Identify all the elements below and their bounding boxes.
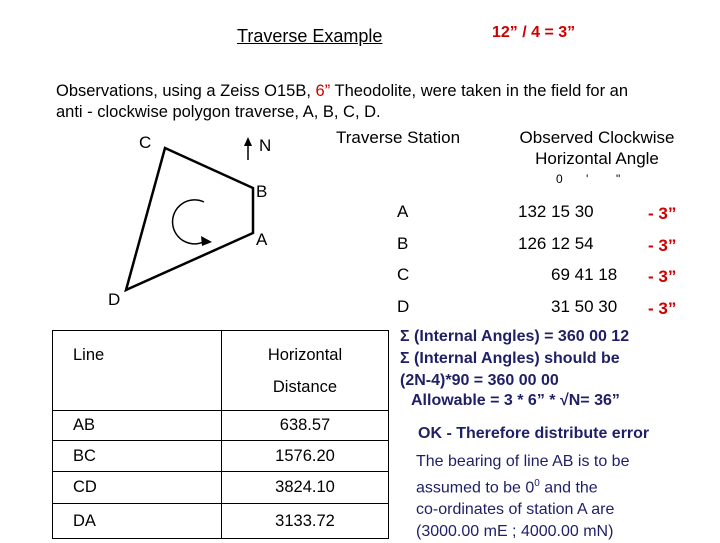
station-a: A	[397, 202, 409, 221]
observations-pre: Observations, using a Zeiss O15B,	[56, 82, 316, 100]
observed-angle-header	[497, 127, 697, 169]
bearing-line2-post: and the	[539, 479, 598, 497]
unit-degrees: 0	[556, 172, 563, 186]
unit-seconds: "	[616, 172, 621, 186]
traverse-station-header: Traverse Station	[336, 128, 461, 147]
bearing-degree-sup: 0	[534, 478, 540, 489]
distance-table-header	[53, 331, 389, 411]
summary-line3: (2N-4)*90 = 360 00 00	[400, 372, 559, 389]
north-label: N	[259, 136, 272, 155]
theodolite-accuracy: 6”	[315, 82, 331, 100]
distance-cell: 3824.10	[222, 472, 389, 504]
observed-angle-header-line2: Horizontal Angle	[535, 149, 659, 168]
bearing-line1: The bearing of line AB is to be	[416, 453, 630, 470]
angle-units-row	[556, 172, 646, 186]
distance-cell: 1576.20	[222, 441, 389, 472]
angle-summary	[400, 326, 629, 410]
line-cell: CD	[53, 472, 222, 504]
angle-a: 132 15 30	[518, 202, 594, 221]
summary-line1: Σ (Internal Angles) = 360 00 12	[400, 328, 630, 345]
correction-a: - 3”	[648, 204, 677, 223]
line-header: Line	[53, 331, 222, 411]
station-label-a: A	[256, 230, 268, 249]
correction-d: - 3”	[648, 299, 677, 318]
summary-line2: Σ (Internal Angles) should be	[400, 350, 620, 367]
distance-header	[222, 331, 389, 411]
distance-cell: 638.57	[222, 411, 389, 441]
distance-cell: 3133.72	[222, 504, 389, 539]
table-row	[53, 472, 389, 504]
bearing-line2-pre: assumed to be 0	[416, 479, 535, 497]
station-label-c: C	[139, 133, 152, 152]
angle-d: 31 50 30	[551, 297, 618, 316]
unit-minutes: '	[586, 172, 589, 186]
table-row	[53, 504, 389, 539]
line-cell: AB	[53, 411, 222, 441]
correction-b: - 3”	[648, 236, 677, 255]
table-row	[53, 441, 389, 472]
summary-line4: Allowable = 3 * 6” * √N= 36”	[411, 392, 620, 409]
observations-line2: anti - clockwise polygon traverse, A, B, C, D.	[56, 103, 381, 121]
observed-angle-header-line1: Observed Clockwise	[519, 128, 675, 147]
angle-c: 69 41 18	[551, 265, 618, 284]
line-cell: DA	[53, 504, 222, 539]
error-per-station-equation: 12” / 4 = 3”	[492, 24, 576, 41]
station-b: B	[397, 234, 409, 253]
station-d: D	[397, 297, 410, 316]
page-title: Traverse Example	[237, 26, 383, 46]
north-arrow-head	[244, 137, 252, 146]
anticlockwise-arrow-head	[201, 236, 212, 246]
distance-header-line1: Horizontal	[267, 345, 343, 364]
distance-header-line2: Distance	[272, 377, 338, 396]
correction-c: - 3”	[648, 267, 677, 286]
observations-post: Theodolite, were taken in the field for an	[330, 82, 629, 100]
bearing-line4: (3000.00 mE ; 4000.00 mN)	[416, 523, 614, 541]
distance-table	[52, 330, 389, 539]
station-label-b: B	[256, 182, 268, 201]
bearing-note	[416, 451, 629, 543]
station-label-d: D	[108, 290, 121, 309]
line-cell: BC	[53, 441, 222, 472]
traverse-polygon	[126, 148, 253, 290]
bearing-line3: co-ordinates of station A are	[416, 501, 615, 519]
ok-distribute-error: OK - Therefore distribute error	[418, 425, 650, 442]
station-c: C	[397, 265, 410, 284]
angle-b: 126 12 54	[518, 234, 594, 253]
table-row	[53, 411, 389, 441]
